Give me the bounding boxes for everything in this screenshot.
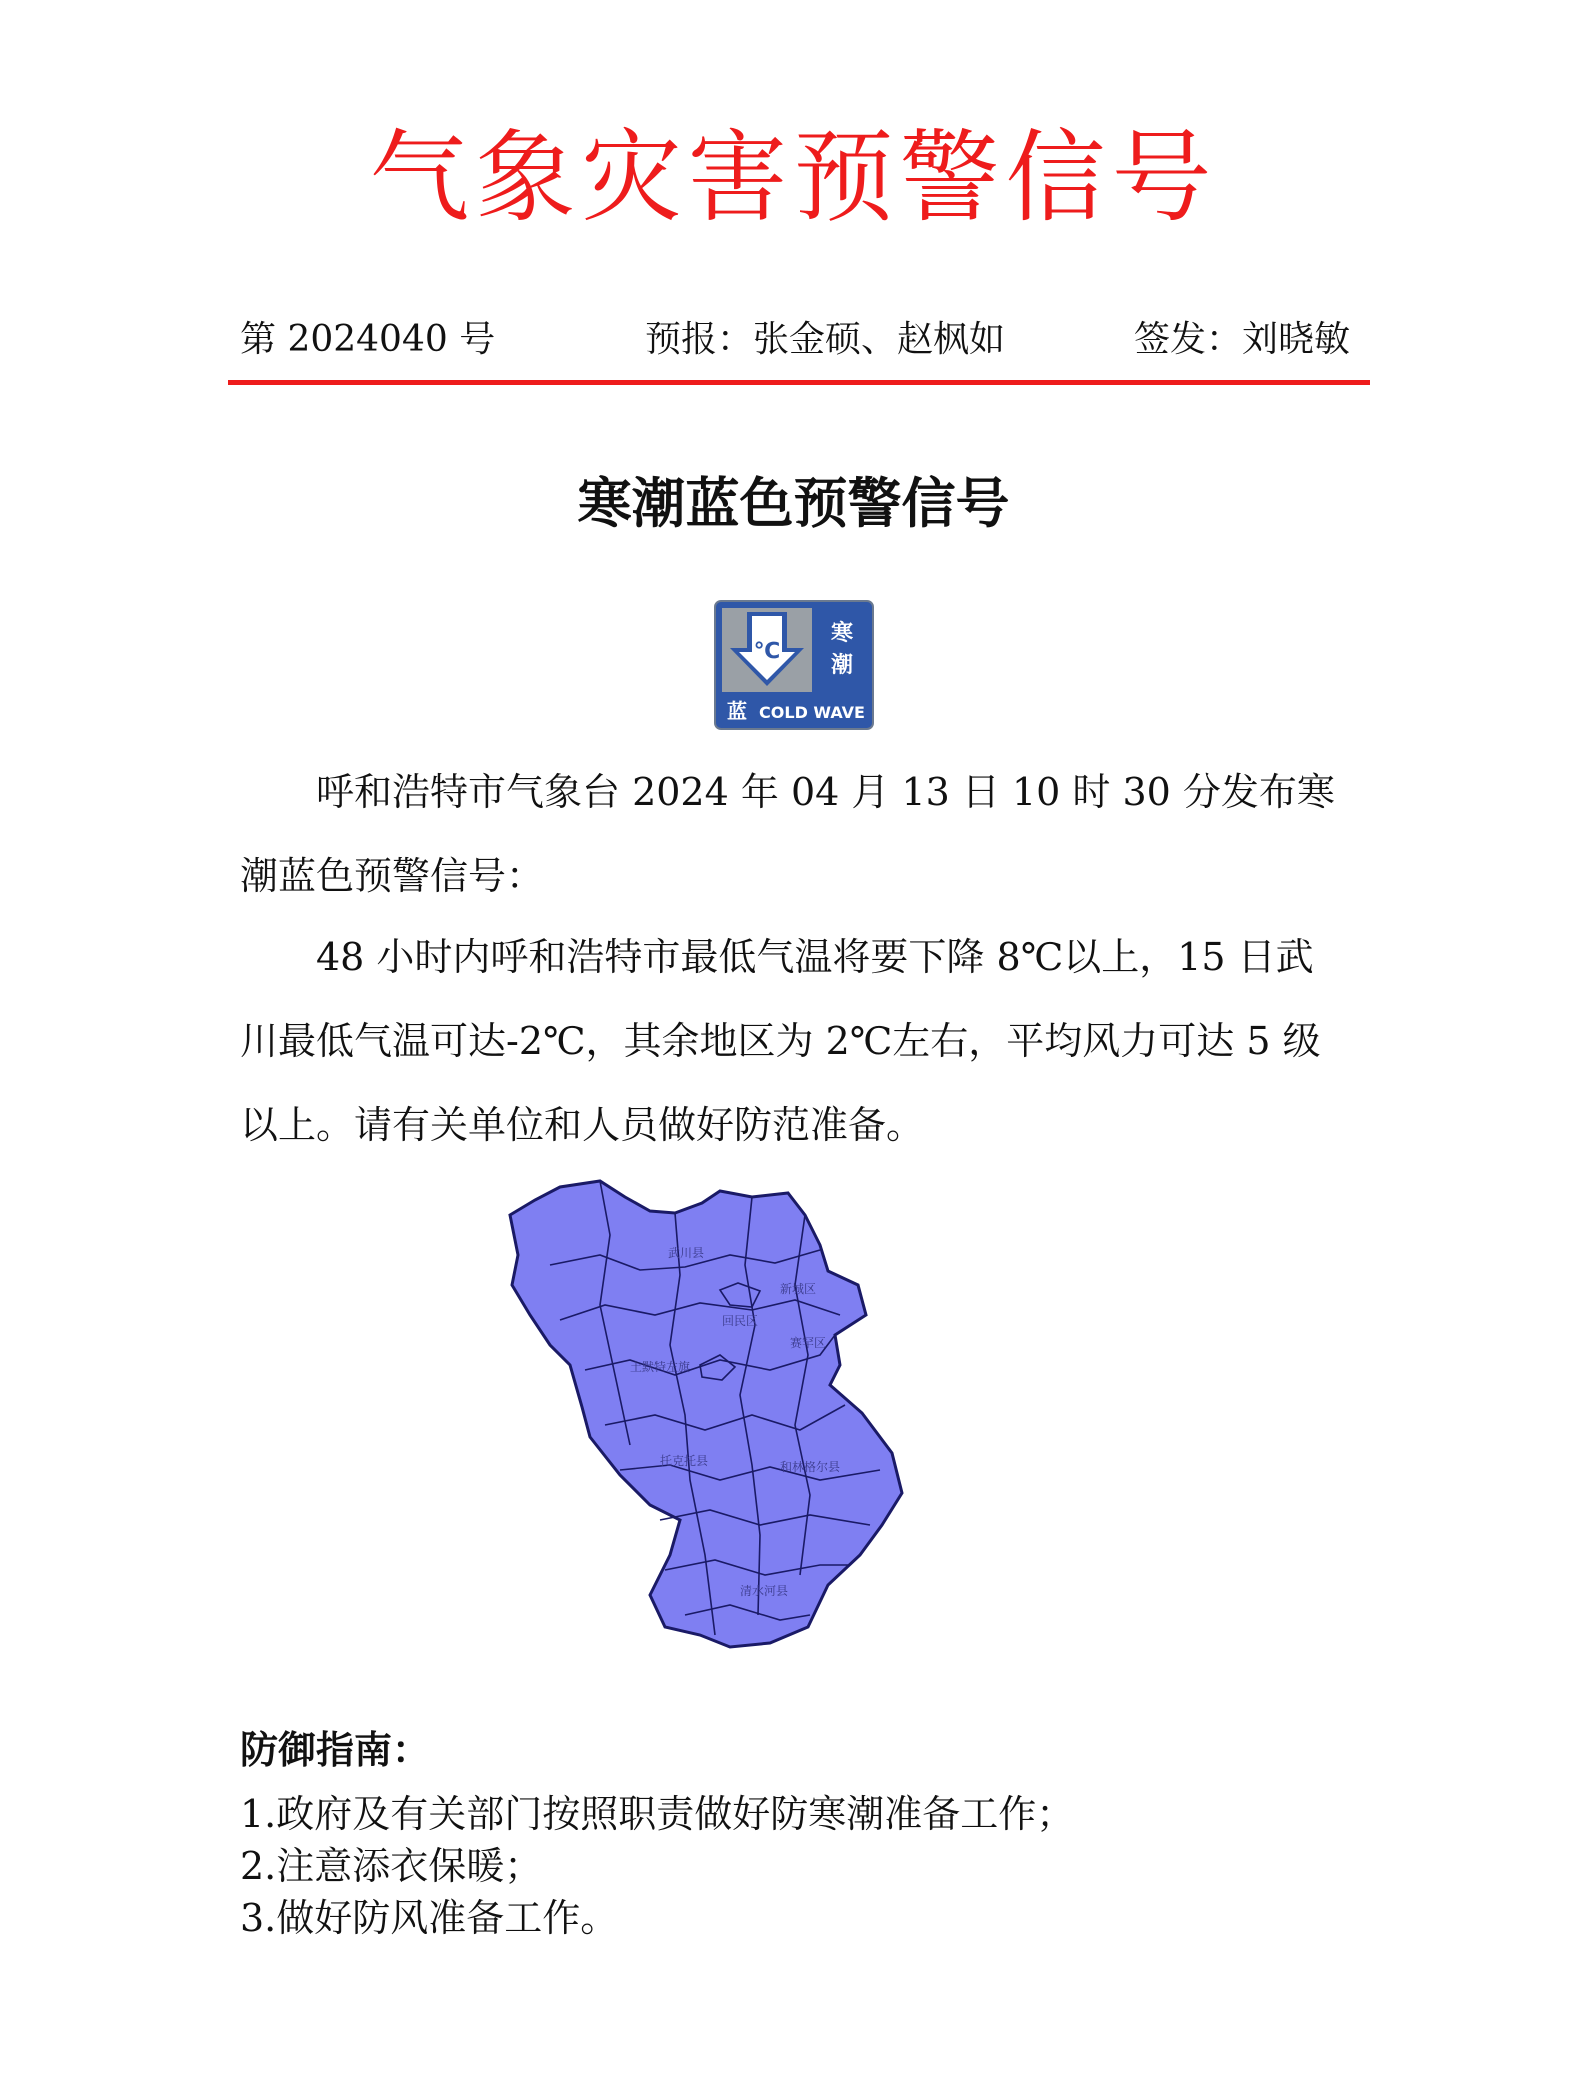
map-label-huimin: 回民区 bbox=[722, 1314, 759, 1328]
map-label-wuchuan: 武川县 bbox=[668, 1246, 705, 1260]
badge-english: COLD WAVE bbox=[759, 703, 865, 722]
map-label-xincheng: 新城区 bbox=[780, 1282, 817, 1296]
issue-number: 第 2024040 号 bbox=[240, 319, 496, 360]
map-label-tumote: 土默特左旗 bbox=[630, 1360, 691, 1374]
issue-statement: 呼和浩特市气象台 2024 年 04 月 13 日 10 时 30 分发布寒潮蓝色预警信号： bbox=[240, 770, 1335, 898]
badge-level: 蓝 bbox=[727, 699, 747, 723]
badge-type-bottom: 潮 bbox=[830, 653, 854, 678]
masthead-title: 气象灾害预警信号 bbox=[369, 119, 1218, 236]
guide-list bbox=[240, 1788, 1074, 1944]
warning-area-map bbox=[490, 1175, 1030, 1675]
badge-type-top: 寒 bbox=[830, 621, 854, 646]
forecasters: 预报：张金硕、赵枫如 bbox=[645, 319, 1006, 360]
badge-degree: ℃ bbox=[753, 639, 781, 664]
warning-headline: 寒潮蓝色预警信号 bbox=[577, 471, 1010, 535]
map-label-tuoketuo: 托克托县 bbox=[660, 1454, 709, 1468]
map-label-qingshuihe: 清水河县 bbox=[740, 1584, 789, 1598]
cold-wave-blue-icon bbox=[714, 600, 874, 730]
guide-item: 1.政府及有关部门按照职责做好防寒潮准备工作； bbox=[240, 1792, 1075, 1836]
map-label-saihan: 赛罕区 bbox=[790, 1336, 827, 1350]
signed-by: 签发：刘晓敏 bbox=[1133, 319, 1350, 360]
document-meta bbox=[240, 318, 1350, 362]
guide-item: 2.注意添衣保暖； bbox=[240, 1844, 543, 1888]
guide-title: 防御指南： bbox=[240, 1727, 431, 1772]
warning-content: 48 小时内呼和浩特市最低气温将要下降 8℃以上，15 日武川最低气温可达-2℃，其余地区为 2℃左右，平均风力可达 5 级以上。请有关单位和人员做好防范准备。 bbox=[240, 935, 1321, 1147]
map-region-outline bbox=[510, 1181, 902, 1647]
red-divider bbox=[228, 380, 1370, 385]
map-label-helingeer: 和林格尔县 bbox=[780, 1460, 841, 1474]
guide-item: 3.做好防风准备工作。 bbox=[240, 1896, 619, 1940]
